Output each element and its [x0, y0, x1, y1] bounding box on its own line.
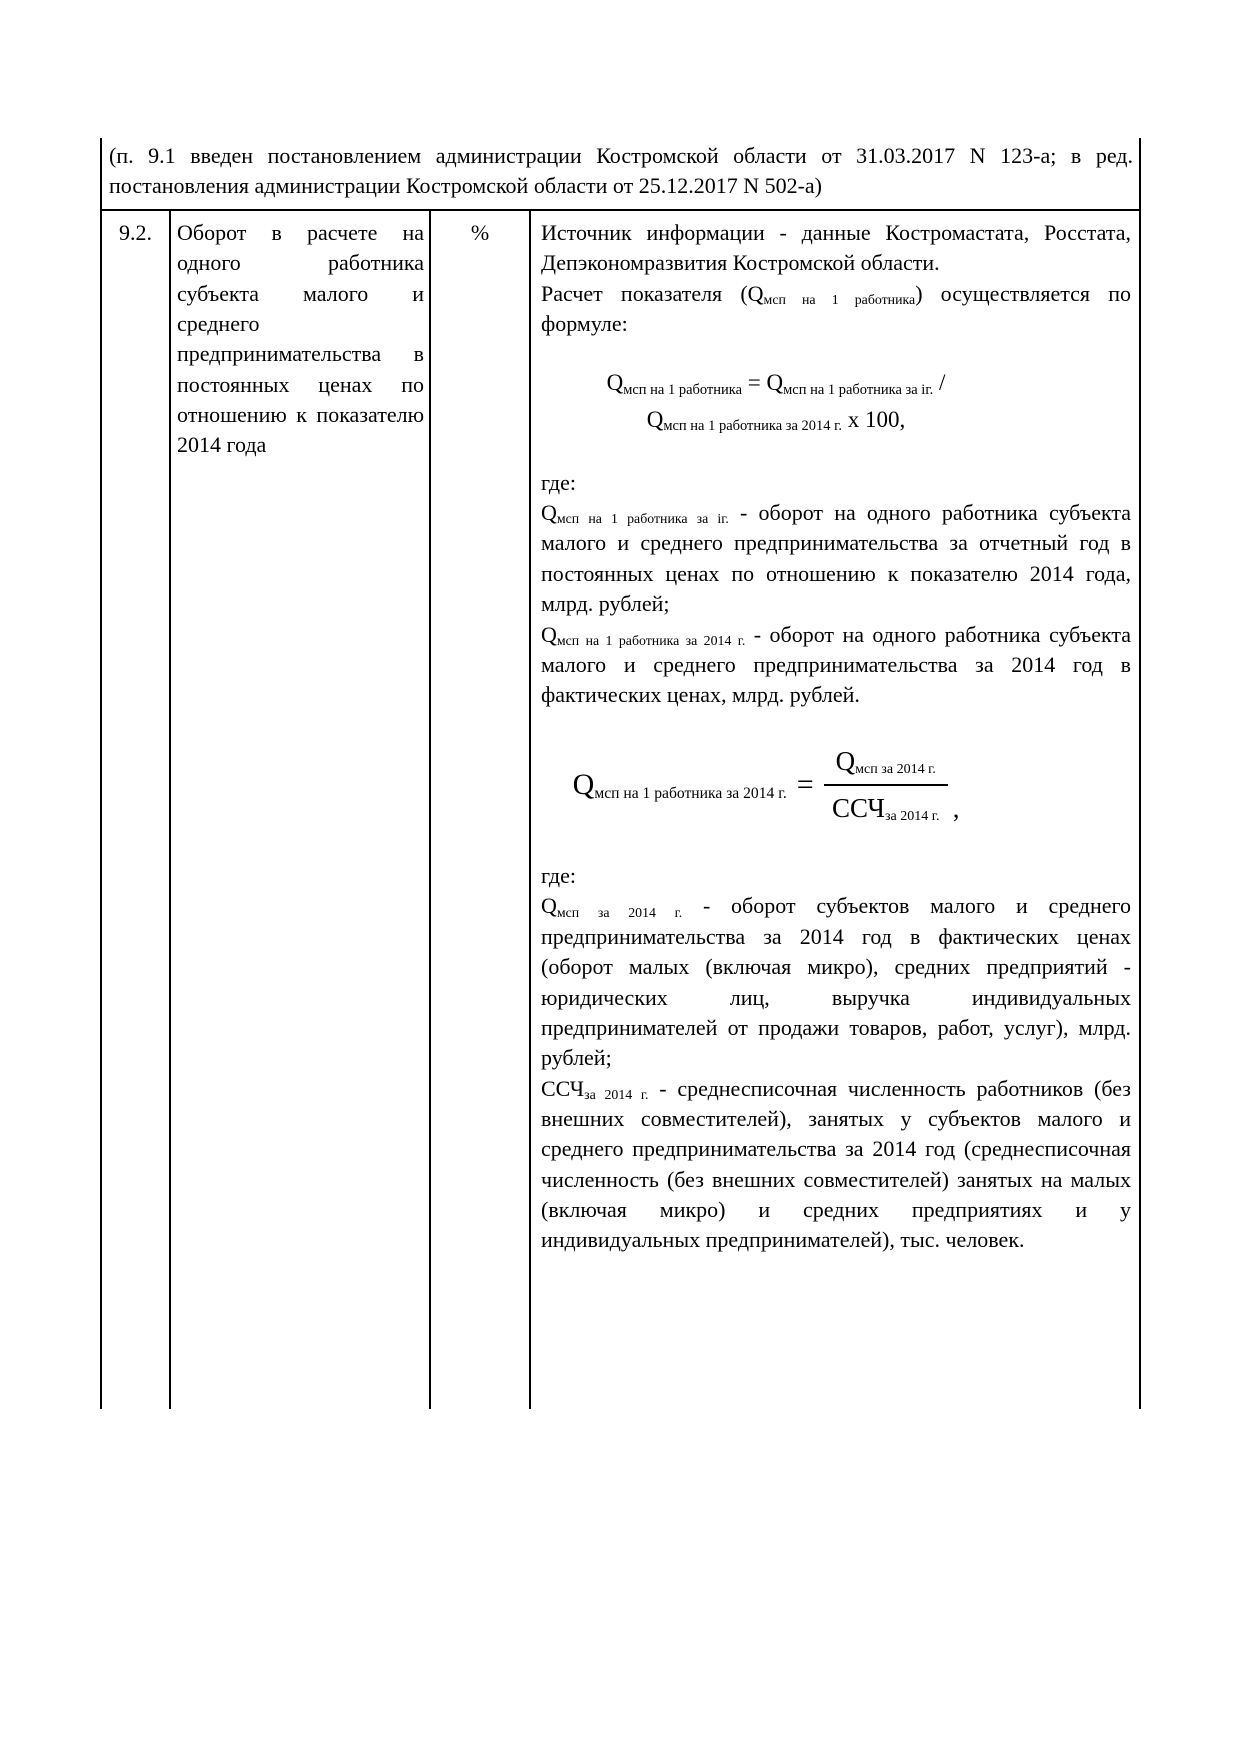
definition-4 [541, 1074, 1131, 1256]
definition-3 [541, 891, 1131, 1073]
text-run: Q [541, 621, 557, 647]
indicator-row [102, 211, 1139, 1409]
text-run: / [933, 370, 946, 396]
subscript-run: мсп на 1 работника за 2014 г. [663, 418, 843, 435]
text-run: Q [572, 768, 595, 802]
subscript-run: мсп на 1 работника за iг. [783, 381, 934, 398]
fraction [824, 743, 948, 828]
text-run: Q [646, 406, 664, 432]
subscript-run: мсп за 2014 г. [556, 904, 683, 920]
where-label-1: где: [541, 469, 576, 495]
subscript-run: за 2014 г. [884, 808, 940, 825]
where-label-2: где: [541, 863, 576, 889]
fraction-numerator [824, 743, 948, 786]
formula2-comma: , [952, 794, 960, 824]
description-cell [531, 211, 1139, 1409]
text-run: Q [835, 745, 856, 776]
text-run: ССЧ [832, 792, 885, 823]
source-info-paragraph: Источник информации - данные Костромастата, Росстата, Депэкономразвития Костромской области. [541, 219, 1131, 276]
equals-sign: = [796, 768, 814, 802]
formula1-line-1 [541, 367, 1011, 399]
fraction-denominator [832, 786, 939, 827]
unit-cell: % [431, 211, 531, 1409]
formula-quotient [541, 367, 1011, 435]
formula2-lhs [573, 764, 787, 805]
text-run: Q [541, 893, 557, 919]
formula1-line-2 [541, 404, 1011, 436]
subscript-run: за 2014 г. [584, 1086, 649, 1102]
text-run: - оборот на одного работника субъекта малого и среднего предпринимательства за 2014 год в фактических ценах, млрд. рублей. [541, 621, 1132, 708]
text-run: - оборот на одного работника субъекта малого и среднего предпринимательства за отчетный год в постоянных ценах по отношению к показателю 2014 года, млрд. рублей; [541, 500, 1132, 617]
text-run: х 100, [842, 406, 906, 432]
text-run: Q [606, 370, 624, 396]
subscript-run: мсп на 1 работника за 2014 г. [594, 784, 787, 802]
formula-fraction [541, 743, 991, 828]
row-number-cell: 9.2. [102, 211, 171, 1409]
subscript-run: мсп на 1 работника [623, 381, 743, 398]
subscript-run: мсп за 2014 г. [855, 760, 936, 777]
subscript-run: мсп на 1 работника за iг. [556, 511, 729, 527]
definition-1 [541, 498, 1131, 619]
text-run: Расчет показателя (Q [541, 280, 764, 306]
amendment-note: (п. 9.1 введен постановлением администрации Костромской области от 31.03.2017 N 123-а; в ред. постановления администрации Костромской области от 25.12.2017 N 502-а) [102, 138, 1139, 211]
indicator-name-cell: Оборот в расчете на одного работника субъекта малого и среднего предпринимательства в постоянных ценах по отношению к показателю 2014 года [171, 211, 431, 1409]
subscript-run: мсп на 1 работника [763, 291, 916, 307]
table-frame [100, 138, 1141, 1409]
text-run: = Q [742, 370, 784, 396]
text-run: Q [541, 500, 557, 526]
definition-2 [541, 620, 1131, 711]
text-run: ) осуществляется по формуле: [541, 280, 1131, 336]
calc-intro-paragraph [541, 279, 1131, 340]
subscript-run: мсп на 1 работника за 2014 г. [556, 632, 746, 648]
text-run: - оборот субъектов малого и среднего предпринимательства за 2014 год в фактических ценах (оборот малых (включая микро), средних предприятий - юридических лиц, выручка индивидуальных предпринимателей от продажи товаров, работ, услуг), млрд. рублей; [541, 893, 1131, 1071]
text-run: ССЧ [541, 1075, 585, 1101]
text-run: - среднесписочная численность работников (без внешних совместителей), занятых у субъектов малого и среднего предпринимательства за 2014 год (среднесписочная численность (без внешних совместителей) занятых на малых (включая микро) и средних предприятиях и у индивидуальных предпринимателей), тыс. человек. [541, 1075, 1131, 1253]
